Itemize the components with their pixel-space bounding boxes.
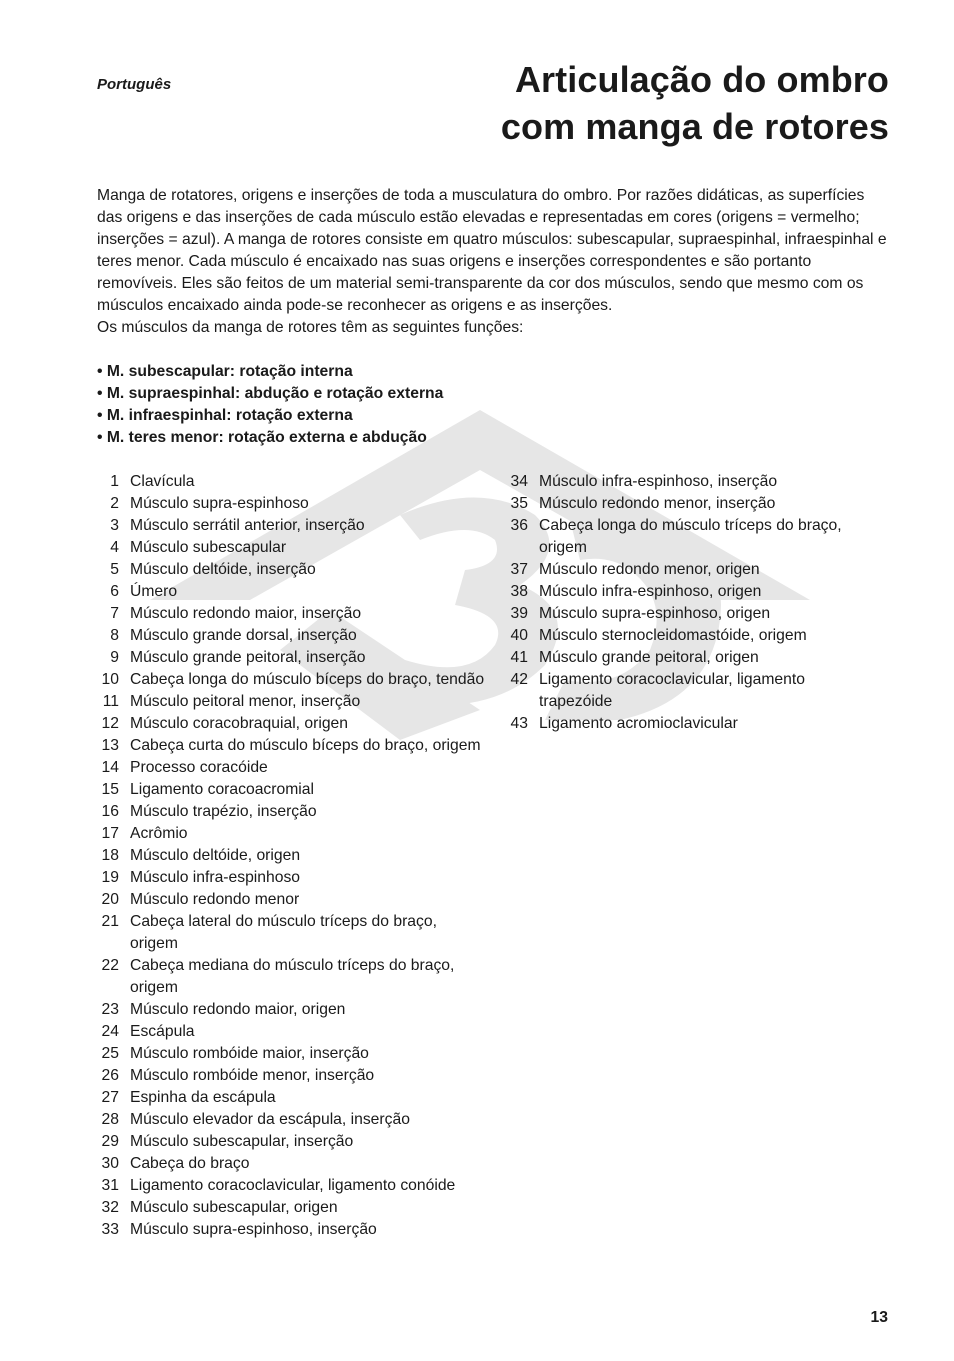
legend-item [504, 581, 874, 603]
language-label: Português [97, 76, 172, 93]
legend-item-label: Músculo peitoral menor, inserção [130, 693, 361, 710]
legend-item-label: Músculo redondo menor, inserção [539, 495, 776, 512]
legend-item-label: Ligamento coracoacromial [130, 781, 314, 798]
legend-item [97, 1131, 487, 1153]
page-number: 13 [870, 1309, 888, 1326]
legend-item-number: 14 [101, 759, 119, 776]
legend-item [97, 955, 487, 999]
intro-functions-lead: Os músculos da manga de rotores têm as seguintes funções: [97, 319, 524, 336]
legend-item [97, 1197, 487, 1219]
legend-item [97, 515, 487, 537]
legend-item-number: 10 [101, 671, 119, 688]
legend-item [97, 537, 487, 559]
intro-text [97, 185, 892, 339]
legend-item-label: Músculo infra-espinhoso, inserção [539, 473, 778, 490]
legend-item-number: 40 [510, 627, 528, 644]
legend-item-label: Músculo subescapular, inserção [130, 1133, 354, 1150]
legend-item-label: Espinha da escápula [130, 1089, 276, 1106]
legend-item [97, 845, 487, 867]
function-item-infraespinhal: • M. infraespinhal: rotação externa [97, 407, 353, 424]
legend-item-label: Processo coracóide [130, 759, 268, 776]
page-title-line1: Articulação do ombro [514, 59, 889, 100]
legend-item [504, 647, 874, 669]
legend-item-number: 34 [510, 473, 528, 490]
legend-item-number: 23 [101, 1001, 119, 1018]
legend-item [504, 713, 874, 735]
function-item-supraespinhal: • M. supraespinhal: abdução e rotação externa [97, 385, 444, 402]
legend-item-number: 3 [110, 517, 119, 534]
intro-paragraph: Manga de rotatores, origens e inserções de toda a musculatura do ombro. Por razões didáticas, as superfícies das origens e das inserções de cada músculo estão elevadas e representadas em cores (origens = vermelho; inserções = azul). A manga de rotores consiste em quatro músculos: subescapular, supraespinhal, infraespinhal e teres menor. Cada músculo é encaixado nas suas origens e inserções correspondentes e são portanto removíveis. Eles são feitos de um material semi-transparente da cor dos músculos, sendo que mesmo com os músculos encaixado ainda pode-se reconhecer as origens e as inserções. [97, 187, 887, 314]
legend-item [97, 1175, 487, 1197]
legend-item-number: 9 [110, 649, 119, 666]
legend-item-number: 1 [110, 473, 119, 490]
legend-item [97, 1219, 487, 1241]
legend-item [504, 559, 874, 581]
legend-item-number: 5 [110, 561, 119, 578]
legend-item-number: 4 [110, 539, 119, 556]
legend-item-label: Músculo rombóide maior, inserção [130, 1045, 369, 1062]
legend-item-number: 39 [510, 605, 528, 622]
legend-item-label: Escápula [130, 1023, 195, 1040]
legend-item [97, 735, 487, 757]
legend-item-number: 20 [101, 891, 119, 908]
legend-item [97, 647, 487, 669]
legend-item [97, 1043, 487, 1065]
legend-item [504, 471, 874, 493]
legend-item-number: 11 [102, 693, 119, 710]
legend-item-label: Clavícula [130, 473, 195, 490]
legend-item-number: 35 [510, 495, 528, 512]
legend-item-label: Músculo grande dorsal, inserção [130, 627, 357, 644]
legend-item-label: Músculo grande peitoral, origen [539, 649, 759, 666]
legend-item-number: 37 [510, 561, 528, 578]
legend-item-number: 2 [110, 495, 119, 512]
legend-item [97, 559, 487, 581]
legend-item-label: Músculo trapézio, inserção [130, 803, 317, 820]
legend-item-label: Músculo redondo maior, inserção [130, 605, 362, 622]
legend-item-label: Cabeça do braço [130, 1155, 250, 1172]
legend-item [97, 911, 487, 955]
legend-item-label: Cabeça longa do músculo tríceps do braço, origem [539, 517, 842, 556]
legend-item [97, 691, 487, 713]
legend-item-label: Músculo subescapular, origen [130, 1199, 338, 1216]
legend-item [97, 823, 487, 845]
legend-item [97, 1021, 487, 1043]
legend-item [97, 1087, 487, 1109]
legend-item-label: Músculo supra-espinhoso, inserção [130, 1221, 377, 1238]
legend-item-number: 31 [101, 1177, 119, 1194]
legend-item [504, 625, 874, 647]
legend-item-label: Músculo subescapular [130, 539, 287, 556]
legend-item-label: Músculo elevador da escápula, inserção [130, 1111, 410, 1128]
legend-item-label: Músculo deltóide, inserção [130, 561, 316, 578]
legend-item-number: 22 [101, 957, 119, 974]
legend-item-number: 17 [101, 825, 119, 842]
legend-item [504, 669, 874, 713]
legend-item-label: Músculo redondo menor, origen [539, 561, 760, 578]
legend-item-number: 30 [101, 1155, 119, 1172]
legend-item-number: 36 [510, 517, 528, 534]
legend-list-left [97, 471, 487, 1241]
legend-item-number: 28 [101, 1111, 119, 1128]
legend-item [504, 515, 874, 559]
legend-item [97, 999, 487, 1021]
legend-item-label: Cabeça longa do músculo bíceps do braço, tendão [130, 671, 485, 688]
legend-item-label: Músculo supra-espinhoso, origen [539, 605, 771, 622]
legend-item-number: 19 [101, 869, 119, 886]
function-item-teres-menor: • M. teres menor: rotação externa e abdução [97, 429, 427, 446]
functions-list [97, 361, 597, 449]
legend-item-label: Músculo infra-espinhoso, origen [539, 583, 762, 600]
legend-item-label: Músculo infra-espinhoso [130, 869, 301, 886]
legend-item-label: Acrômio [130, 825, 188, 842]
page-title-line2: com manga de rotores [500, 106, 889, 147]
legend-item-number: 41 [510, 649, 528, 666]
legend-item-number: 42 [510, 671, 528, 688]
legend-item-label: Cabeça lateral do músculo tríceps do braço, origem [130, 913, 437, 952]
legend-item-label: Músculo supra-espinhoso [130, 495, 309, 512]
legend-item-label: Cabeça curta do músculo bíceps do braço, origem [130, 737, 481, 754]
legend-item [97, 625, 487, 647]
legend-item-label: Músculo coracobraquial, origen [130, 715, 349, 732]
legend-item-number: 8 [110, 627, 119, 644]
legend-item-label: Músculo redondo maior, origen [130, 1001, 346, 1018]
legend-item [504, 493, 874, 515]
legend-item [97, 603, 487, 625]
legend-item-number: 6 [110, 583, 119, 600]
legend-item [97, 713, 487, 735]
legend-item-number: 16 [101, 803, 119, 820]
legend-item [504, 603, 874, 625]
legend-item-label: Músculo deltóide, origen [130, 847, 301, 864]
legend-item-label: Músculo rombóide menor, inserção [130, 1067, 375, 1084]
legend-item-number: 27 [101, 1089, 119, 1106]
legend-item-number: 21 [101, 913, 119, 930]
legend-item-label: Cabeça mediana do músculo tríceps do braço, origem [130, 957, 455, 996]
legend-item-number: 25 [101, 1045, 119, 1062]
legend-item-number: 24 [101, 1023, 119, 1040]
legend-item-number: 26 [101, 1067, 119, 1084]
legend-item [97, 801, 487, 823]
legend-item-number: 18 [101, 847, 119, 864]
legend-item-label: Ligamento coracoclavicular, ligamento trapezóide [539, 671, 805, 710]
legend-item-label: Ligamento coracoclavicular, ligamento conóide [130, 1177, 456, 1194]
legend-item-number: 29 [101, 1133, 119, 1150]
legend-item-label: Músculo grande peitoral, inserção [130, 649, 366, 666]
page-title [369, 56, 889, 150]
legend-item [97, 867, 487, 889]
legend-list-right [504, 471, 874, 735]
legend-item-number: 43 [510, 715, 528, 732]
legend-item [97, 669, 487, 691]
function-item-subescapular: • M. subescapular: rotação interna [97, 363, 353, 380]
legend-item [97, 493, 487, 515]
legend-item [97, 889, 487, 911]
legend-item-label: Ligamento acromioclavicular [539, 715, 738, 732]
legend-item-label: Músculo serrátil anterior, inserção [130, 517, 365, 534]
legend-item-number: 38 [510, 583, 528, 600]
legend-item [97, 757, 487, 779]
legend-item-number: 32 [101, 1199, 119, 1216]
legend-item [97, 1109, 487, 1131]
legend-item-number: 7 [110, 605, 119, 622]
legend-item-number: 15 [101, 781, 119, 798]
legend-item-number: 12 [101, 715, 119, 732]
legend-item [97, 581, 487, 603]
legend-item [97, 1065, 487, 1087]
legend-item-label: Úmero [130, 583, 178, 600]
legend-item-number: 33 [101, 1221, 119, 1238]
legend-item-label: Músculo redondo menor [130, 891, 300, 908]
legend-item-number: 13 [101, 737, 119, 754]
legend-item-label: Músculo sternocleidomastóide, origem [539, 627, 807, 644]
legend-item [97, 471, 487, 493]
legend-item [97, 779, 487, 801]
legend-item [97, 1153, 487, 1175]
